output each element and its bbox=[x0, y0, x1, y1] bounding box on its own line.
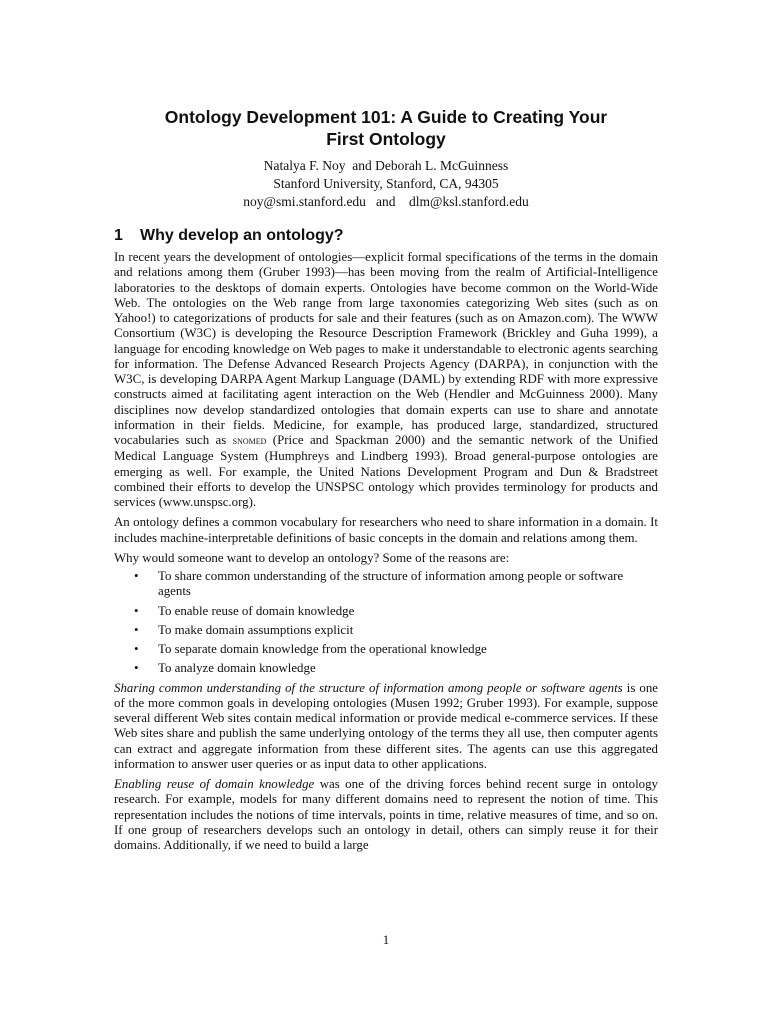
list-item bbox=[114, 661, 658, 676]
list-item bbox=[114, 569, 658, 600]
author-block bbox=[114, 157, 658, 211]
bullet-icon: • bbox=[134, 661, 139, 676]
paper-title-line-1: Ontology Development 101: A Guide to Creating Your bbox=[164, 107, 608, 127]
paragraph-reuse-text: was one of the driving forces behind recent surge in ontology research. For example, models for many different domains need to represent the notion of time. This representation includes the notions of time intervals, points in time, relative measures of time, and so on. If one group of researchers develops such an ontology in detail, others can simply reuse it for their domains. Additionally, if we need to build a large bbox=[114, 777, 658, 852]
paragraph-sharing bbox=[114, 681, 658, 773]
paragraph-sharing-emphasis: Sharing common understanding of the structure of information among people or software agents bbox=[114, 680, 623, 695]
list-item bbox=[114, 642, 658, 657]
author-emails: noy@smi.stanford.edu and dlm@ksl.stanford.edu bbox=[243, 194, 529, 209]
bullet-icon: • bbox=[134, 603, 139, 618]
list-item-text: To make domain assumptions explicit bbox=[158, 622, 354, 637]
paper-title-line-2: First Ontology bbox=[326, 129, 446, 149]
paragraph-reuse bbox=[114, 777, 658, 853]
list-item-text: To share common understanding of the structure of information among people or software agents bbox=[158, 569, 624, 599]
list-item bbox=[114, 623, 658, 638]
paragraph-reasons-intro: Why would someone want to develop an ontology? Some of the reasons are: bbox=[114, 550, 510, 565]
list-item-text: To separate domain knowledge from the operational knowledge bbox=[158, 642, 487, 656]
paragraph-intro-part-1: In recent years the development of ontologies—explicit formal specifications of the terms in the domain and relations among them (Gruber 1993)—has been moving from the realm of Artificial-Intelligence laboratories to the desktops of domain experts. Ontologies have become common on the World-Wide Web. The ontologies on the Web range from large taxonomies categorizing Web sites (such as on Yahoo!) to categorizations of products for sale and their features (such as on Amazon.com). The WWW Consortium (W3C) is developing the Resource Description Framework (Brickley and Guha 1999), a language for encoding knowledge on Web pages to make it understandable to electronic agents searching for information. The Defense Advanced Research Projects Agency (DARPA), in conjunction with the W3C, is developing DARPA Agent Markup Language (DAML) by extending RDF with more expressive constructs aimed at facilitating agent interaction on the Web (Hendler and McGuinness 2000). Many disciplines now develop standardized ontologies that domain experts can use to share and annotate information in their fields. Medicine, for example, has produced large, standardized, structured vocabularies such as bbox=[114, 250, 658, 447]
section-title: Why develop an ontology? bbox=[140, 227, 344, 244]
list-item bbox=[114, 604, 658, 619]
paragraph-intro-part-2: (Price and Spackman 2000) and the semantic network of the Unified Medical Language System (Humphreys and Lindberg 1993). Broad general-purpose ontologies are emerging as well. For example, the United Nations Development Program and Dun & Bradstreet combined their efforts to develop the UNSPSC ontology which provides terminology for products and services (www.unspsc.org). bbox=[114, 433, 658, 509]
paragraph-reuse-emphasis: Enabling reuse of domain knowledge bbox=[114, 777, 315, 791]
section-number: 1 bbox=[114, 227, 123, 244]
reasons-list bbox=[114, 569, 658, 677]
paragraph-intro bbox=[114, 250, 658, 510]
list-item-text: To analyze domain knowledge bbox=[158, 661, 316, 676]
snomed-term: snomed bbox=[232, 435, 267, 447]
bullet-icon: • bbox=[134, 642, 139, 656]
author-names: Natalya F. Noy and Deborah L. McGuinness bbox=[263, 158, 509, 173]
paragraph-sharing-text: is one of the more common goals in developing ontologies (Musen 1992; Gruber 1993). For example, suppose several different Web sites contain medical information or provide medical e-commerce services. If these Web sites share and publish the same underlying ontology of the terms they all use, then computer agents can extract and aggregate information from these different sites. The agents can use this aggregated information to answer user queries or as input data to other applications. bbox=[114, 680, 658, 771]
list-item-text: To enable reuse of domain knowledge bbox=[158, 603, 355, 618]
bullet-icon: • bbox=[134, 569, 139, 583]
section-heading bbox=[114, 226, 344, 246]
paper-title bbox=[114, 106, 658, 150]
body-text bbox=[114, 250, 658, 858]
bullet-icon: • bbox=[134, 622, 139, 637]
author-affiliation: Stanford University, Stanford, CA, 94305 bbox=[273, 176, 499, 191]
page-number: 1 bbox=[382, 933, 390, 947]
paragraph-definition: An ontology defines a common vocabulary for researchers who need to share information in a domain. It includes machine-interpretable definitions of basic concepts in the domain and relations among them. bbox=[114, 515, 658, 545]
